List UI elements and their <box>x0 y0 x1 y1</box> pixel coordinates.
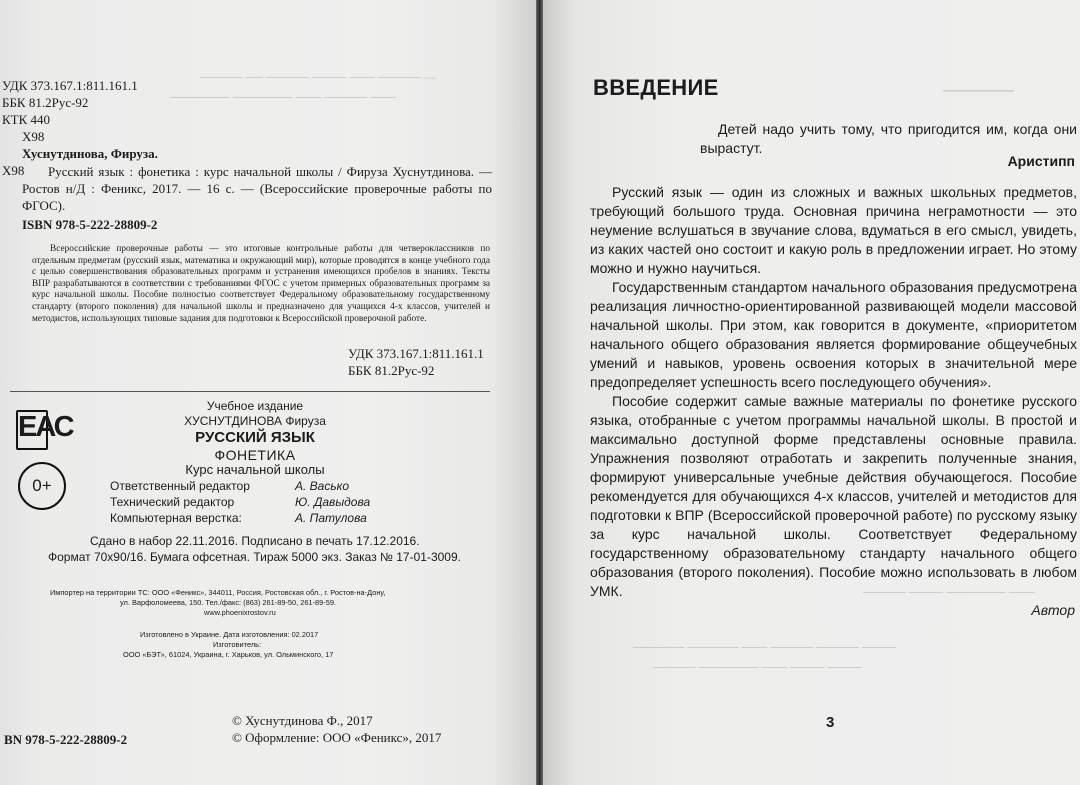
udk-code-repeat: УДК 373.167.1:811.161.1 <box>348 346 484 361</box>
left-page <box>0 0 536 785</box>
print-dates: Сдано в набор 22.11.2016. Подписано в печать 17.12.2016. <box>90 534 420 548</box>
manufactured-date: Изготовлено в Украине. Дата изготовления: 02.2017 <box>140 630 319 639</box>
paragraph: Русский язык — один из сложных и важных школьных предметов, требующий большого труда. Основная причина неграмотности — это неумение вслушаться в звучание слова, вдуматься в его смысл, увидеть, из каких частей оно состоит и какую роль в предложении играет. Но этому можно и нужно научиться. <box>590 184 1077 276</box>
catalog-description: Русский язык : фонетика : курс начальной школы / Фируза Хуснутдинова. — Ростов н/Д : Феникс, 2017. — 16 с. — (Всероссийские проверочные работы по ФГОС). <box>22 164 492 213</box>
paragraph: Государственным стандартом начального образования предусмотрена реализация личностно-ориентированной развивающей модели массовой начальной школы. При этом, как говорится в документе, «приоритетом начального общего образования является формирование общеучебных умений и навыков, уровень освоения которых в значительной мере предопределяет успешность всего последующего обучения». <box>590 279 1077 390</box>
catalog-author: Хуснутдинова, Фируза. <box>22 146 158 161</box>
credit-person: Ю. Давыдова <box>295 495 371 509</box>
bleed-through-text: ─── ───── ─── ─────── ─────── <box>170 90 396 104</box>
annotation: Всероссийские проверочные работы — это итоговые контрольные работы для четвероклассников по отдельным предметам (русский язык, математика и окружающий мир), которые проводятся в конце учебного года с целью совершенствования образовательных программ и устранения имеющихся пробелов в знаниях. Тексты ВПР разрабатываются в соответствии с требованиями ФГОС с учетом примерных образовательных программ за курс начальной школы. Пособие полностью соответствует Федеральному образовательному государственному стандарту (второго поколения) для начальной школы и предназначено для учащихся 4-х классов, учителей и методистов, использующих типовые задания для подготовки к Всероссийской проверочной работе. <box>32 244 490 324</box>
age-rating-badge <box>18 462 66 510</box>
bleed-through-text: — ───── ─── ──── ───── ── ───── <box>200 70 437 84</box>
paragraph: Пособие содержит самые важные материалы по фонетике русского языка, отобранные с учетом программы начальной школы. В простой и максимально доступной форме представлены основные правила. Упражнения позволяют отработать и закрепить полученные знания, формируют универсальные учебные действия обучающегося. Пособие рекомендуется для обучающихся 4-х классов, учителей и методистов для подготовки к ВПР (Всероссийской проверочной работе) по русскому языку за курс начальной школы. Соответствует Федеральному государственному образовательному стандарту начального общего образования (второго поколения). Пособие можно использовать в любом УМК. <box>590 393 1077 599</box>
manufacturer: ООО «БЭТ», 61024, Украина, г. Харьков, ул. Ольминского, 17 <box>123 650 334 659</box>
eac-mark-text: ЕАС <box>18 411 73 443</box>
page-heading: ВВЕДЕНИЕ <box>593 75 719 100</box>
manufacturer-label: Изготовитель: <box>213 640 262 649</box>
page-number: 3 <box>826 714 835 731</box>
copyright-author: © Хуснутдинова Ф., 2017 <box>232 713 373 728</box>
signature: Автор <box>1031 602 1075 618</box>
intro-body <box>590 183 1077 601</box>
ktk-code: КТК 440 <box>2 112 51 127</box>
importer-line-1: Импортер на территории ТС: ООО «Феникс», 344011, Россия, Ростовская обл., г. Ростов-на-Дону, <box>50 588 386 597</box>
importer-website: www.phoenixrostov.ru <box>204 608 276 617</box>
credit-role: Ответственный редактор <box>110 479 250 493</box>
epigraph-author: Аристипп <box>1007 153 1075 169</box>
bleed-through-text: ───── <box>943 80 1014 102</box>
copyright-design: © Оформление: ООО «Феникс», 2017 <box>232 730 442 745</box>
book-title: РУССКИЙ ЯЗЫК <box>195 429 315 446</box>
author-caps: ХУСНУТДИНОВА Фируза <box>184 414 326 428</box>
isbn-bottom: BN 978-5-222-28809-2 <box>4 732 128 747</box>
bleed-through-text: ──── ───── ───── ─── ────── ────── <box>633 640 897 654</box>
author-mark: Х98 <box>22 129 45 144</box>
udk-code: УДК 373.167.1:811.161.1 <box>2 78 138 93</box>
importer-line-2: ул. Варфоломеева, 150. Тел./факс: (863) 261-89-50, 261-89-59. <box>120 598 336 607</box>
credit-person: А. Патулова <box>295 511 367 525</box>
isbn: ISBN 978-5-222-28809-2 <box>22 217 158 232</box>
book-subtitle: ФОНЕТИКА <box>214 447 296 463</box>
bbk-code-repeat: ББК 81.2Рус-92 <box>348 363 435 378</box>
book-spine <box>536 0 543 785</box>
print-format: Формат 70х90/16. Бумага офсетная. Тираж 5000 экз. Заказ № 17-01-3009. <box>48 550 461 564</box>
epigraph: Детей надо учить тому, что пригодится им, когда они вырастут. <box>700 121 1077 156</box>
age-rating: 0+ <box>32 476 52 495</box>
book-course: Курс начальной школы <box>185 462 325 477</box>
credit-role: Технический редактор <box>110 495 235 509</box>
author-mark-margin: Х98 <box>2 163 25 178</box>
credit-person: А. Васько <box>295 479 349 493</box>
credit-role: Компьютерная верстка: <box>110 511 242 525</box>
divider <box>10 391 490 392</box>
bleed-through-text: ─── ─────── ──── ───── <box>863 585 1035 599</box>
edition-type: Учебное издание <box>206 399 304 413</box>
bleed-through-text: ──── ──── ─── ─────── ───── <box>653 660 862 674</box>
bbk-code: ББК 81.2Рус-92 <box>2 95 89 110</box>
